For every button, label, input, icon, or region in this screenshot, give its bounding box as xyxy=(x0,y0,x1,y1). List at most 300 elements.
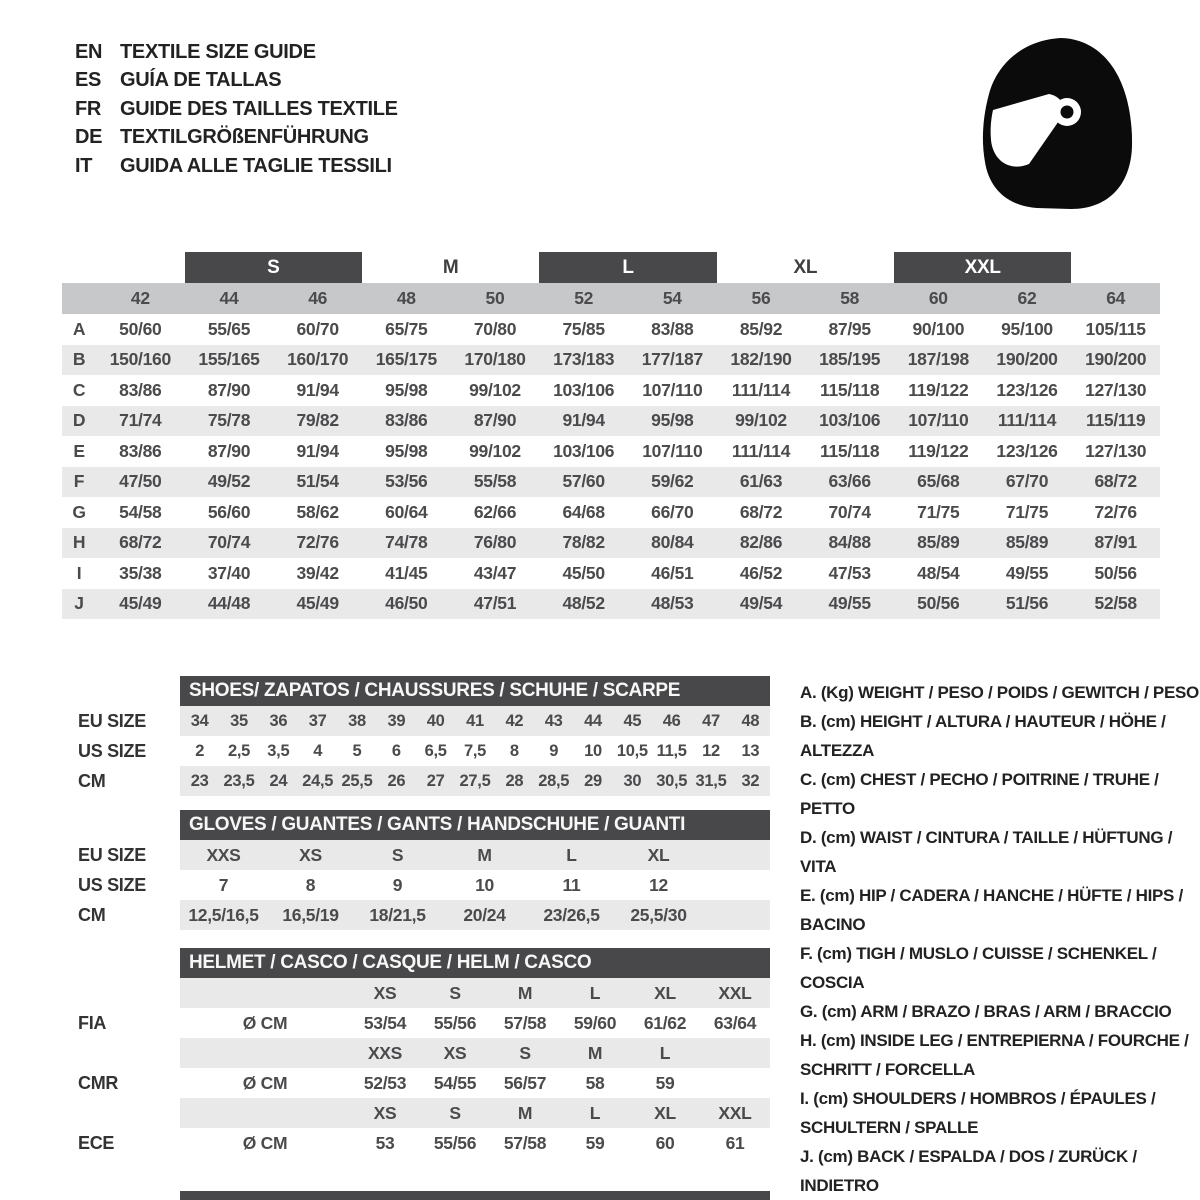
measurement-cell: 45/49 xyxy=(296,593,339,614)
row-label: CM xyxy=(78,770,106,791)
measurement-cell: 91/94 xyxy=(296,440,339,461)
measurement-cell: 123/126 xyxy=(996,440,1058,461)
measurement-cell: 115/118 xyxy=(820,379,880,400)
measurement-cell: 51/56 xyxy=(1005,593,1049,614)
measurement-cell: 63/66 xyxy=(828,471,871,492)
diameter-cell: Ø CM xyxy=(242,1072,288,1093)
measurement-cell: 87/90 xyxy=(473,410,517,431)
measurement-cell: 46/52 xyxy=(739,562,783,583)
measurement-cell: 82/86 xyxy=(739,532,783,553)
legend-item: C. (cm) CHEST / PECHO / POITRINE / TRUHE / PETTO xyxy=(800,770,1159,818)
measurement-cell: 190/200 xyxy=(1085,349,1147,370)
measurement-cell: 45/50 xyxy=(562,562,605,583)
row-letter: I xyxy=(76,562,82,583)
measurement-cell: 72/76 xyxy=(1094,501,1137,522)
size-number-cell: 64 xyxy=(1106,288,1126,308)
helmet-value-cell: 59/60 xyxy=(573,1012,617,1033)
gloves-cell: 16,5/19 xyxy=(282,904,339,925)
size-group-label: XL xyxy=(793,256,818,278)
shoes-cell: 38 xyxy=(348,711,366,730)
measurement-cell: 74/78 xyxy=(385,532,428,553)
measurement-rows xyxy=(62,314,1160,619)
measurement-cell: 70/74 xyxy=(207,532,251,553)
shoes-cell: 32 xyxy=(741,771,760,790)
measurement-cell: 65/68 xyxy=(917,471,960,492)
helmet-size-cell: XXL xyxy=(718,982,752,1003)
row-label xyxy=(62,1098,180,1128)
measurement-cell: 52/58 xyxy=(1094,593,1137,614)
helmet-values-cells xyxy=(180,1128,770,1158)
measurement-cell: 173/183 xyxy=(553,349,615,370)
shoes-row xyxy=(62,766,770,796)
measurement-cell: 59/62 xyxy=(651,471,694,492)
row-label xyxy=(62,978,180,1008)
measurement-cell: 49/55 xyxy=(1005,562,1049,583)
helmet-value-cell: 59 xyxy=(585,1132,605,1153)
language-row xyxy=(75,38,398,67)
language-title: GUÍA DE TALLAS xyxy=(120,69,282,92)
measurement-cell: 37/40 xyxy=(207,562,251,583)
shoes-cell: 47 xyxy=(702,711,720,730)
helmet-value-cell: 58 xyxy=(585,1072,605,1093)
measurement-cell: 65/75 xyxy=(385,318,428,339)
language-code: FR xyxy=(75,97,102,120)
measurement-cell: 83/86 xyxy=(385,410,428,431)
shoes-cell: 2,5 xyxy=(227,741,251,760)
measurement-cell: 48/54 xyxy=(917,562,960,583)
measurement-cell: 95/98 xyxy=(651,410,694,431)
legend-item: H. (cm) INSIDE LEG / ENTREPIERNA / FOURCHE / SCHRITT / FORCELLA xyxy=(800,1031,1189,1079)
measurement-cell: 107/110 xyxy=(642,379,703,400)
racing-helmet-icon xyxy=(975,30,1143,215)
row-label: CM xyxy=(78,904,106,925)
measurement-row xyxy=(62,345,1160,376)
measurement-cell: 68/72 xyxy=(1094,471,1137,492)
shoes-cell: 46 xyxy=(662,711,681,730)
shoes-cell: 25,5 xyxy=(341,771,373,790)
measurement-cell: 105/115 xyxy=(1085,318,1146,339)
measurement-cell: 182/190 xyxy=(730,349,792,370)
size-number-cell: 60 xyxy=(928,288,948,308)
language-row xyxy=(75,67,398,96)
measurement-legend xyxy=(800,678,1200,1200)
helmet-values-cells xyxy=(180,1008,770,1038)
measurement-cell: 107/110 xyxy=(908,410,969,431)
measurement-cell: 95/98 xyxy=(385,440,428,461)
shoes-cell: 30,5 xyxy=(656,771,688,790)
legend-item: A. (Kg) WEIGHT / PESO / POIDS / GEWITCH / PESO xyxy=(800,683,1199,702)
gloves-row xyxy=(62,840,770,870)
shoes-cell: 26 xyxy=(387,771,406,790)
measurement-cell: 47/51 xyxy=(473,593,517,614)
row-letter: F xyxy=(73,471,85,492)
language-row xyxy=(75,124,398,153)
standard-label: CMR xyxy=(78,1072,119,1093)
measurement-cell: 57/60 xyxy=(562,471,605,492)
measurement-cell: 83/88 xyxy=(651,318,694,339)
measurement-cell: 87/91 xyxy=(1094,532,1137,553)
helmet-size-cell: XXS xyxy=(367,1042,403,1063)
measurement-cell: 50/56 xyxy=(917,593,960,614)
measurement-cell: 66/70 xyxy=(651,501,694,522)
gloves-row xyxy=(62,870,770,900)
shoes-cell: 35 xyxy=(230,711,248,730)
standard-label: ECE xyxy=(78,1132,115,1153)
measurement-cell: 50/56 xyxy=(1094,562,1137,583)
helmet-sizes-cells xyxy=(180,1038,770,1068)
helmet-values-cells xyxy=(180,1068,770,1098)
measurement-cell: 55/58 xyxy=(473,471,517,492)
racing-helmet-icon-svg xyxy=(975,30,1143,215)
gloves-cell: L xyxy=(566,844,577,865)
measurement-cell: 170/180 xyxy=(464,349,526,370)
size-group-header-row xyxy=(62,252,1160,283)
measurement-row xyxy=(62,436,1160,467)
shoes-row xyxy=(62,706,770,736)
gloves-rows xyxy=(62,840,770,930)
measurement-cell: 41/45 xyxy=(385,562,428,583)
measurement-cell: 103/106 xyxy=(819,410,881,431)
helmet-value-cell: 54/55 xyxy=(433,1072,477,1093)
shoes-cell: 11,5 xyxy=(656,741,687,760)
measurement-cell: 70/74 xyxy=(828,501,871,522)
measurement-cell: 160/170 xyxy=(287,349,349,370)
shoes-cell: 24,5 xyxy=(302,771,334,790)
row-letter: C xyxy=(72,379,86,400)
helmet-sizes-cells xyxy=(180,1098,770,1128)
helmet-size-cell: XL xyxy=(654,982,676,1003)
measurement-cell: 91/94 xyxy=(562,410,605,431)
diameter-cell: Ø CM xyxy=(242,1012,288,1033)
measurement-cell: 60/64 xyxy=(385,501,428,522)
helmet-value-cell: 57/58 xyxy=(503,1012,547,1033)
measurement-cell: 84/88 xyxy=(828,532,871,553)
helmet-size-cell: M xyxy=(517,982,533,1003)
legend-item: G. (cm) ARM / BRAZO / BRAS / ARM / BRACCIO xyxy=(800,1002,1172,1021)
shoes-cell: 4 xyxy=(313,741,323,760)
shoes-cell: 13 xyxy=(741,741,760,760)
helmet-size-cell: L xyxy=(659,1042,671,1063)
shoes-section-header: SHOES/ ZAPATOS / CHAUSSURES / SCHUHE / SCARPE xyxy=(180,676,770,706)
shoes-cell: 42 xyxy=(505,711,524,730)
row-label: EU SIZE xyxy=(78,710,146,731)
language-title: GUIDE DES TAILLES TEXTILE xyxy=(120,97,398,120)
measurement-cell: 85/89 xyxy=(1005,532,1049,553)
measurement-cell: 68/72 xyxy=(739,501,783,522)
measurement-cell: 49/54 xyxy=(739,593,783,614)
row-label xyxy=(62,1038,180,1068)
gloves-cell: 20/24 xyxy=(463,904,506,925)
gloves-cell: 23/26,5 xyxy=(543,904,600,925)
size-number-cell: 44 xyxy=(219,288,239,308)
measurement-cell: 35/38 xyxy=(119,562,162,583)
legend-item: D. (cm) WAIST / CINTURA / TAILLE / HÜFTUNG / VITA xyxy=(800,828,1173,876)
size-group-label: S xyxy=(185,252,362,283)
gloves-cell: 25,5/30 xyxy=(630,904,687,925)
gloves-row xyxy=(62,900,770,930)
shoes-cell: 12 xyxy=(702,741,720,760)
diameter-cell: Ø CM xyxy=(242,1132,288,1153)
language-code: DE xyxy=(75,126,103,149)
gloves-cells xyxy=(180,870,770,900)
gloves-cell: 12,5/16,5 xyxy=(188,904,259,925)
measurement-cell: 51/54 xyxy=(296,471,339,492)
row-letter: H xyxy=(72,532,86,553)
helmet-sizes-row xyxy=(62,978,770,1008)
gloves-section-header: GLOVES / GUANTES / GANTS / HANDSCHUHE / GUANTI xyxy=(180,810,770,840)
size-number-cell: 62 xyxy=(1017,288,1037,308)
measurement-cell: 87/90 xyxy=(207,440,251,461)
measurement-cell: 71/75 xyxy=(1005,501,1049,522)
measurement-cell: 54/58 xyxy=(119,501,162,522)
measurement-cell: 70/80 xyxy=(473,318,517,339)
language-row xyxy=(75,95,398,124)
measurement-cell: 75/78 xyxy=(207,410,251,431)
measurement-cell: 115/118 xyxy=(820,440,880,461)
helmet-value-cell: 53/54 xyxy=(363,1012,407,1033)
language-title: TEXTILGRÖßENFÜHRUNG xyxy=(120,126,369,149)
measurement-cell: 103/106 xyxy=(553,379,615,400)
measurement-cell: 80/84 xyxy=(651,532,694,553)
helmet-values-row xyxy=(62,1068,770,1098)
shoes-cell: 31,5 xyxy=(695,771,727,790)
helmet-size-cell: XS xyxy=(443,1042,467,1063)
shoes-cell: 39 xyxy=(387,711,406,730)
shoes-cell: 43 xyxy=(544,711,563,730)
helmet-value-cell: 53 xyxy=(375,1132,395,1153)
shoes-cell: 40 xyxy=(426,711,445,730)
helmet-size-cell: S xyxy=(519,1042,531,1063)
measurement-cell: 45/49 xyxy=(119,593,162,614)
measurement-cell: 99/102 xyxy=(469,440,521,461)
language-code: ES xyxy=(75,69,102,92)
measurement-row xyxy=(62,497,1160,528)
measurement-row xyxy=(62,406,1160,437)
shoes-cell: 36 xyxy=(269,711,288,730)
legend-item: J. (cm) BACK / ESPALDA / DOS / ZURÜCK / INDIETRO xyxy=(800,1147,1137,1195)
measurement-cell: 39/42 xyxy=(296,562,339,583)
helmet-sizes-row xyxy=(62,1098,770,1128)
helmet-value-cell: 57/58 xyxy=(503,1132,547,1153)
shoes-cell: 27 xyxy=(426,771,445,790)
shoes-rows xyxy=(62,706,770,796)
measurement-cell: 95/98 xyxy=(385,379,428,400)
measurement-cell: 61/63 xyxy=(739,471,783,492)
shoes-cells xyxy=(180,706,770,736)
measurement-cell: 155/165 xyxy=(198,349,260,370)
helmet-value-cell: 56/57 xyxy=(503,1072,547,1093)
measurement-cell: 43/47 xyxy=(473,562,517,583)
shoes-cell: 29 xyxy=(584,771,602,790)
shoes-cell: 44 xyxy=(584,711,602,730)
gloves-cell: M xyxy=(477,844,492,865)
shoes-cell: 41 xyxy=(466,711,484,730)
measurement-cell: 83/86 xyxy=(119,440,162,461)
measurement-row xyxy=(62,375,1160,406)
standard-label: FIA xyxy=(78,1012,107,1033)
measurement-cell: 62/66 xyxy=(473,501,517,522)
helmet-values-row xyxy=(62,1128,770,1158)
shoes-cell: 6,5 xyxy=(424,741,447,760)
gloves-cell: 12 xyxy=(649,874,668,895)
row-letter: D xyxy=(72,410,86,431)
measurement-cell: 99/102 xyxy=(735,410,787,431)
shoes-cell: 48 xyxy=(741,711,760,730)
gloves-cell: 8 xyxy=(305,874,316,895)
language-code: EN xyxy=(75,40,103,63)
measurement-cell: 48/52 xyxy=(562,593,605,614)
measurement-cell: 165/175 xyxy=(375,349,437,370)
measurement-cell: 115/119 xyxy=(1086,410,1146,431)
size-number-row xyxy=(62,283,1160,314)
measurement-row xyxy=(62,314,1160,345)
gloves-cell: 9 xyxy=(392,874,403,895)
shoes-section xyxy=(62,676,770,796)
shoes-cell: 45 xyxy=(623,711,642,730)
shoes-cell: 7,5 xyxy=(463,741,487,760)
size-group-label: M xyxy=(442,256,459,278)
helmet-size-cell: S xyxy=(449,982,461,1003)
measurement-cell: 123/126 xyxy=(996,379,1058,400)
helmet-value-cell: 63/64 xyxy=(713,1012,757,1033)
gloves-cell: 7 xyxy=(218,874,229,895)
legend-item: I. (cm) SHOULDERS / HOMBROS / ÉPAULES / SCHULTERN / SPALLE xyxy=(800,1089,1156,1137)
helmet-size-cell: L xyxy=(589,982,601,1003)
helmet-value-cell: 60 xyxy=(655,1132,675,1153)
helmet-values-row xyxy=(62,1008,770,1038)
helmet-value-cell: 61/62 xyxy=(643,1012,687,1033)
measurement-row xyxy=(62,467,1160,498)
measurement-cell: 91/94 xyxy=(296,379,339,400)
gloves-cells xyxy=(180,900,770,930)
measurement-cell: 87/95 xyxy=(828,318,871,339)
measurement-cell: 49/55 xyxy=(828,593,871,614)
helmet-value-cell: 59 xyxy=(655,1072,675,1093)
shoes-cell: 9 xyxy=(549,741,559,760)
size-number-cell: 52 xyxy=(574,288,594,308)
measurement-cell: 99/102 xyxy=(469,379,521,400)
measurement-cell: 71/75 xyxy=(917,501,960,522)
measurement-cell: 103/106 xyxy=(553,440,615,461)
row-letter: J xyxy=(74,593,84,614)
gloves-cell: XS xyxy=(299,844,322,865)
shoes-row xyxy=(62,736,770,766)
measurement-cell: 127/130 xyxy=(1085,379,1147,400)
measurement-cell: 111/114 xyxy=(731,440,791,461)
shoes-cell: 27,5 xyxy=(459,771,491,790)
legend-item: F. (cm) TIGH / MUSLO / CUISSE / SCHENKEL / COSCIA xyxy=(800,944,1157,992)
shoes-cell: 37 xyxy=(308,711,327,730)
measurement-cell: 95/100 xyxy=(1001,318,1053,339)
row-letter: E xyxy=(73,440,85,461)
measurement-cell: 48/53 xyxy=(651,593,694,614)
row-letter: A xyxy=(72,318,86,339)
shoes-cells xyxy=(180,736,770,766)
row-label: US SIZE xyxy=(78,874,146,895)
shoes-cells xyxy=(180,766,770,796)
gloves-section xyxy=(62,810,770,930)
gloves-cell: 11 xyxy=(562,874,581,895)
measurement-cell: 119/122 xyxy=(908,379,969,400)
partial-section-bar xyxy=(180,1191,770,1200)
helmet-size-cell: M xyxy=(587,1042,603,1063)
language-title: TEXTILE SIZE GUIDE xyxy=(120,40,316,63)
shoes-cell: 28,5 xyxy=(538,771,570,790)
gloves-cell: 18/21,5 xyxy=(369,904,426,925)
helmet-size-cell: S xyxy=(449,1102,461,1123)
measurement-cell: 111/114 xyxy=(997,410,1057,431)
gloves-cells xyxy=(180,840,770,870)
measurement-cell: 60/70 xyxy=(296,318,339,339)
measurement-cell: 190/200 xyxy=(996,349,1058,370)
shoes-cell: 3,5 xyxy=(267,741,290,760)
shoes-cell: 2 xyxy=(195,741,205,760)
shoes-cell: 10,5 xyxy=(616,741,648,760)
gloves-cell: XL xyxy=(647,844,670,865)
size-number-cell: 50 xyxy=(485,288,505,308)
size-group-label: L xyxy=(539,252,716,283)
size-number-cell: 58 xyxy=(840,288,860,308)
measurement-cell: 119/122 xyxy=(908,440,969,461)
shoes-cell: 10 xyxy=(584,741,602,760)
row-label: US SIZE xyxy=(78,740,146,761)
shoes-cell: 34 xyxy=(190,711,209,730)
shoes-cell: 6 xyxy=(391,741,401,760)
helmet-size-cell: XS xyxy=(373,1102,397,1123)
measurement-cell: 85/89 xyxy=(917,532,960,553)
helmet-value-cell: 55/56 xyxy=(433,1012,477,1033)
row-letter: G xyxy=(72,501,86,522)
measurement-row xyxy=(62,558,1160,589)
row-label: EU SIZE xyxy=(78,844,146,865)
size-number-cell: 48 xyxy=(396,288,416,308)
measurement-cell: 83/86 xyxy=(119,379,162,400)
measurement-row xyxy=(62,589,1160,620)
helmet-size-cell: M xyxy=(517,1102,533,1123)
language-code: IT xyxy=(75,154,93,177)
measurement-cell: 49/52 xyxy=(207,471,251,492)
measurement-cell: 150/160 xyxy=(109,349,171,370)
size-group-label: XXL xyxy=(894,252,1071,283)
helmet-size-cell: L xyxy=(589,1102,601,1123)
measurement-cell: 79/82 xyxy=(296,410,339,431)
measurement-cell: 67/70 xyxy=(1005,471,1049,492)
textile-size-table xyxy=(62,252,1160,619)
shoes-cell: 30 xyxy=(623,771,642,790)
helmet-size-cell: XL xyxy=(654,1102,676,1123)
gloves-cell: S xyxy=(391,844,404,865)
helmet-size-cell: XS xyxy=(373,982,397,1003)
language-title: GUIDA ALLE TAGLIE TESSILI xyxy=(120,154,392,177)
shoes-cell: 28 xyxy=(505,771,524,790)
measurement-cell: 72/76 xyxy=(296,532,339,553)
legend-item: B. (cm) HEIGHT / ALTURA / HAUTEUR / HÖHE / ALTEZZA xyxy=(800,712,1166,760)
shoes-cell: 23,5 xyxy=(223,771,255,790)
helmet-rows xyxy=(62,978,770,1158)
measurement-cell: 177/187 xyxy=(641,349,703,370)
helmet-sizes-cells xyxy=(180,978,770,1008)
size-number-cell: 56 xyxy=(751,288,771,308)
measurement-cell: 46/51 xyxy=(651,562,694,583)
measurement-cell: 187/198 xyxy=(907,349,969,370)
language-row xyxy=(75,152,398,181)
measurement-cell: 107/110 xyxy=(642,440,703,461)
measurement-cell: 64/68 xyxy=(562,501,605,522)
language-title-list xyxy=(75,38,398,181)
measurement-cell: 56/60 xyxy=(207,501,251,522)
helmet-value-cell: 52/53 xyxy=(363,1072,407,1093)
measurement-cell: 78/82 xyxy=(562,532,605,553)
